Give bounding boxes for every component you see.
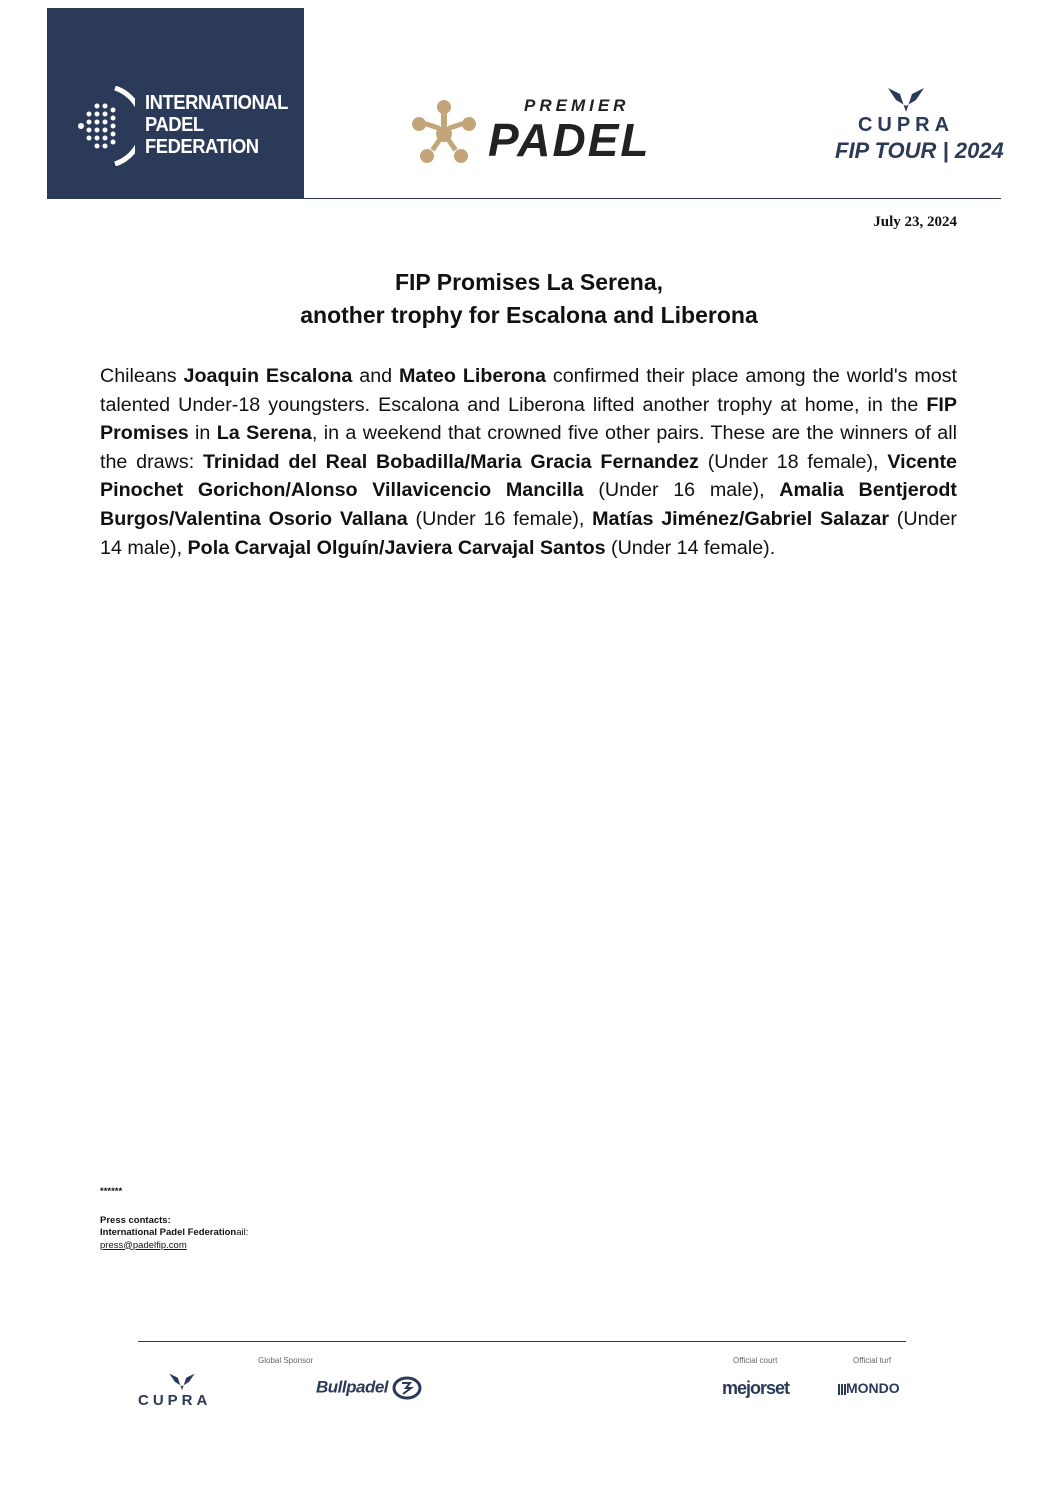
fip-tour-2024-wordmark: FIP TOUR | 2024 bbox=[835, 138, 1004, 163]
press-contact-org-suffix: ail: bbox=[236, 1227, 249, 1238]
press-contact-org: International Padel Federation bbox=[100, 1227, 237, 1238]
cupra-wordmark: CUPRA bbox=[857, 114, 955, 136]
body-text-run: (Under 18 female), bbox=[698, 450, 888, 473]
padel-ball-icon bbox=[75, 86, 135, 166]
body-text-run: in bbox=[188, 422, 217, 445]
separator-stars: ****** bbox=[100, 1186, 123, 1197]
footer-divider bbox=[138, 1341, 906, 1342]
bullpadel-wordmark: Bullpadel bbox=[316, 1377, 389, 1397]
mondo-bars-icon bbox=[838, 1384, 846, 1395]
body-text-run: (Under 14 male), bbox=[100, 507, 957, 559]
press-email-link[interactable]: press@padelfip.com bbox=[100, 1239, 187, 1251]
cupra-emblem-icon bbox=[886, 86, 926, 114]
body-text-run: Chileans bbox=[100, 365, 184, 387]
fip-logo-line: PADEL bbox=[145, 114, 204, 136]
title-line: FIP Promises La Serena, bbox=[394, 269, 664, 295]
body-text-run: confirmed their place among the world's most talented Under-18 youngsters. Escalona and Liberona lifted another trophy at home, in the bbox=[100, 365, 957, 416]
fip-logo-text bbox=[145, 92, 288, 158]
article-title bbox=[0, 266, 1058, 332]
body-text-run: (Under 16 female), bbox=[407, 507, 593, 530]
press-contacts bbox=[100, 1186, 248, 1252]
premier-wordmark: PREMIER bbox=[524, 96, 630, 115]
mondo-wordmark: MONDO bbox=[846, 1380, 900, 1396]
body-bold-run: Joaquin Escalona bbox=[183, 365, 353, 387]
press-release-date: July 23, 2024 bbox=[873, 214, 957, 230]
premier-padel-star-icon bbox=[412, 98, 476, 168]
fip-logo-line: INTERNATIONAL bbox=[145, 92, 288, 114]
body-text-run: , in a weekend that crowned five other pairs. These are the winners of all the draws: bbox=[100, 422, 957, 473]
body-text-run: (Under 16 male), bbox=[583, 479, 780, 502]
press-contacts-heading: Press contacts: bbox=[100, 1214, 171, 1226]
body-bold-run: Mateo Liberona bbox=[399, 365, 546, 387]
body-bold-run: Trinidad del Real Bobadilla/Maria Gracia Fernandez bbox=[202, 450, 699, 473]
title-line: another trophy for Escalona and Liberona bbox=[300, 302, 758, 328]
cupra-footer-emblem-icon bbox=[168, 1372, 196, 1392]
official-court-label: Official court bbox=[733, 1356, 778, 1365]
body-bold-run: Matías Jiménez/Gabriel Salazar bbox=[592, 507, 889, 530]
body-text-run: (Under 14 female). bbox=[605, 536, 776, 559]
mondo-logo bbox=[838, 1380, 900, 1396]
fip-logo-line: FEDERATION bbox=[145, 136, 259, 158]
header-divider bbox=[47, 198, 1001, 199]
body-bold-run: FIP Promises bbox=[100, 393, 957, 445]
body-text-run: and bbox=[352, 365, 400, 387]
global-sponsor-label: Global Sponsor bbox=[258, 1356, 314, 1365]
mejorset-logo: mejorset bbox=[722, 1378, 790, 1398]
body-bold-run: Vicente Pinochet Gorichon/Alonso Villavicencio Mancilla bbox=[100, 450, 958, 502]
footer-cupra-logo: CUPRA bbox=[138, 1392, 212, 1409]
bullpadel-emblem-icon bbox=[392, 1376, 422, 1400]
article-body bbox=[100, 362, 957, 562]
body-bold-run: Pola Carvajal Olguín/Javiera Carvajal Santos bbox=[187, 536, 606, 559]
premier-padel-logo bbox=[412, 96, 702, 168]
fip-logo-block bbox=[47, 8, 304, 198]
padel-wordmark: PADEL bbox=[488, 114, 651, 166]
body-bold-run: La Serena bbox=[216, 422, 312, 445]
body-bold-run: Amalia Bentjerodt Burgos/Valentina Osorio Vallana bbox=[100, 479, 957, 530]
cupra-fip-tour-logo bbox=[833, 86, 1004, 168]
official-turf-label: Official turf bbox=[853, 1356, 892, 1365]
bullpadel-logo bbox=[316, 1376, 422, 1400]
